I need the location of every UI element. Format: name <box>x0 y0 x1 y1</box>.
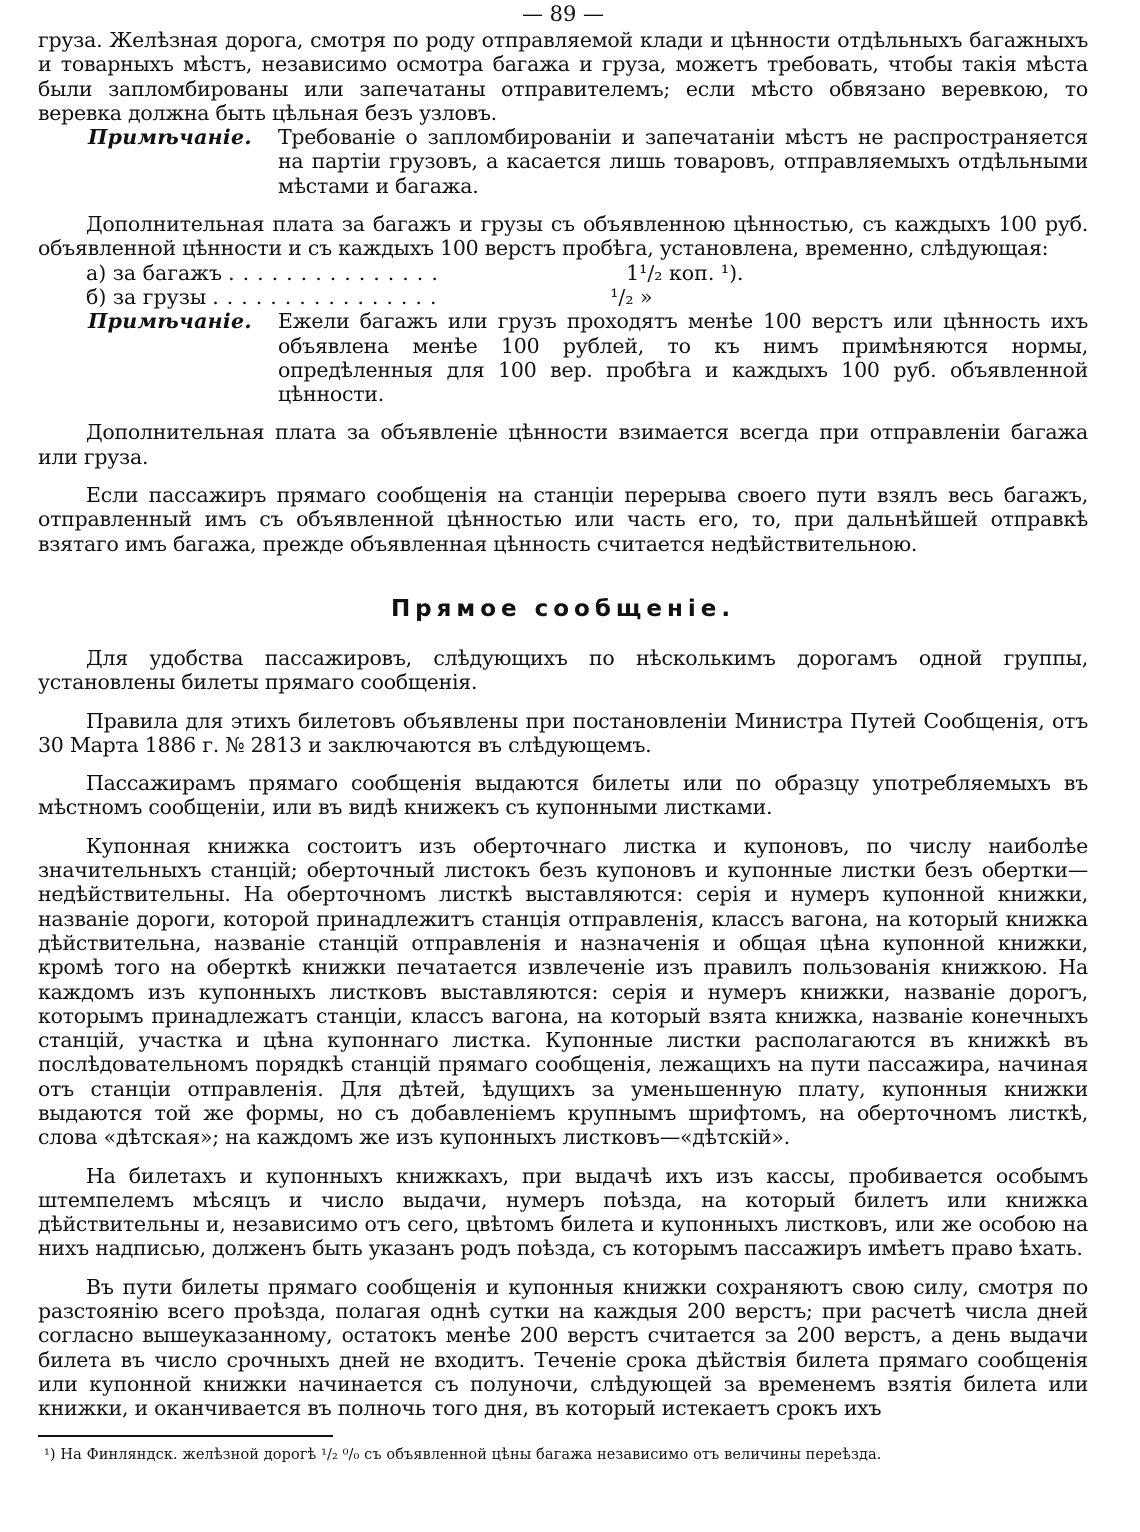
footnote-divider <box>38 1435 333 1437</box>
paragraph-coupon-book: Купонная книжка состоитъ изъ оберточнаго листка и купоновъ, по числу наиболѣе значительныхъ станцій; оберточный листокъ безъ купоновъ и купонные листки безъ обертки— недѣйствительны. На оберточномъ листкѣ выставляются: серія и нумеръ купонной книжки, названіе дороги, которой принадлежитъ станція отправленія, классъ вагона, на который книжка дѣйствительна, названіе станцій отправленія и назначенія и общая цѣна купонной книжки, кромѣ того на оберткѣ книжки печатается извлеченіе изъ правилъ пользованія книжкою. На каждомъ изъ купонныхъ листковъ выставляются: серія и нумеръ книжки, названіе дорогъ, которымъ принадлежатъ станціи, классъ вагона, на который взята книжка, названіе конечныхъ станцій, участка и цѣна купоннаго листка. Купонные листки располагаются въ книжкѣ въ послѣдовательномъ порядкѣ станцій прямаго сообщенія, лежащихъ на пути пассажира, начиная отъ станціи отправленія. Для дѣтей, ѣдущихъ за уменьшенную плату, купонныя книжки выдаются той же формы, но съ добавленіемъ крупнымъ шрифтомъ, на оберточномъ листкѣ, слова «дѣтская»; на каждомъ же изъ купонныхъ листковъ—«дѣтскій». <box>38 833 1088 1150</box>
paragraph-ticket-validity: Въ пути билеты прямаго сообщенія и купонныя книжки сохраняютъ свою силу, смотря по разстоянію всего проѣзда, полагая однѣ сутки на каждыя 200 верстъ; при расчетѣ числа дней согласно вышеуказанному, остатокъ менѣе 200 верстъ считается за 200 верстъ, а день выдачи билета въ число срочныхъ дней не входитъ. Теченіе срока дѣйствія билета прямаго сообщенія или купонной книжки начинается съ полуночи, слѣдующей за временемъ взятія билета или книжки, и оканчивается въ полночь того дня, въ который истекаетъ срокъ ихъ <box>38 1274 1088 1421</box>
section-title: Прямое сообщеніе. <box>390 595 736 622</box>
paragraph-fee-always-charged: Дополнительная плата за объявленіе цѣнности взимается всегда при отправленіи багажа или груза. <box>38 420 1088 469</box>
rate-row-cargo <box>38 285 1088 309</box>
leader-dots: ................ <box>212 284 445 309</box>
leader-dots: ............... <box>228 260 446 285</box>
note-distance-norms <box>38 309 1088 406</box>
rate-value: ¹/₂ » <box>610 284 653 309</box>
paragraph-ticket-stamping: На билетахъ и купонныхъ книжкахъ, при выдачѣ ихъ изъ кассы, пробивается особымъ штемпелемъ мѣсяцъ и число выдачи, нумеръ поѣзда, на который билетъ или книжка дѣйствительны и, независимо отъ сего, цвѣтомъ билета и купонныхъ листковъ, или же особою на нихъ надписью, долженъ быть указанъ родъ поѣзда, съ которымъ пассажиръ имѣетъ право ѣхать. <box>38 1163 1088 1261</box>
page-number: — 89 — <box>521 2 605 26</box>
rate-value: 1¹/₂ коп. ¹). <box>626 260 744 285</box>
note-body: Ежели багажъ или грузъ проходятъ менѣе 100 верстъ или цѣнность ихъ объявлена менѣе 100 рублей, то къ нимъ примѣняются нормы, опредѣленныя для 100 вер. пробѣга и каждыхъ 100 руб. объявленной цѣнности. <box>278 309 1088 407</box>
rate-label: б) за грузы <box>86 284 207 309</box>
rate-row-baggage <box>38 261 1088 285</box>
note-label: Примѣчаніе. <box>88 309 252 334</box>
rate-label: а) за багажъ <box>86 260 223 285</box>
footnote: ¹) На Финляндск. желѣзной дорогѣ ¹/₂ ⁰/₀ съ объявленной цѣны багажа независимо отъ величины переѣзда. <box>44 1446 882 1463</box>
paragraph-additional-fee: Дополнительная плата за багажъ и грузы съ объявленною цѣнностью, съ каждыхъ 100 руб. объявленной цѣнности и съ каждыхъ 100 верстъ пробѣга, установлена, временно, слѣдующая: <box>38 212 1088 261</box>
note-body: Требованіе о запломбированіи и запечатаніи мѣстъ не распространяется на партіи грузовъ, а касается лишь товаровъ, отправляемыхъ отдѣльными мѣстами и багажа. <box>278 125 1088 198</box>
paragraph-ticket-forms: Пассажирамъ прямаго сообщенія выдаются билеты или по образцу употребляемыхъ въ мѣстномъ сообщеніи, или въ видѣ книжекъ съ купонными листками. <box>38 771 1088 820</box>
paragraph-sealing-requirement: груза. Желѣзная дорога, смотря по роду отправляемой клади и цѣнности отдѣльныхъ багажныхъ и товарныхъ мѣстъ, независимо осмотра багажа и груза, можетъ требовать, чтобы такія мѣста были запломбированы или запечатаны отправителемъ; если мѣсто обвязано веревкою, то веревка должна быть цѣльная безъ узловъ. <box>38 28 1088 125</box>
note-label: Примѣчаніе. <box>88 125 252 150</box>
paragraph-declared-value-void: Если пассажиръ прямаго сообщенія на станціи перерыва своего пути взялъ весь багажъ, отправленный имъ съ объявленной цѣнностью или часть его, то, при дальнѣйшей отправкѣ взятаго имъ багажа, прежде объявленная цѣнность считается недѣйствительною. <box>38 483 1088 556</box>
document-page <box>38 0 1088 1532</box>
note-sealing <box>38 125 1088 198</box>
paragraph-through-tickets: Для удобства пассажировъ, слѣдующихъ по нѣсколькимъ дорогамъ одной группы, установлены билеты прямаго сообщенія. <box>38 645 1088 695</box>
paragraph-ticket-rules: Правила для этихъ билетовъ объявлены при постановленіи Министра Путей Сообщенія, отъ 30 Марта 1886 г. № 2813 и заключаются въ слѣдующемъ. <box>38 708 1088 757</box>
